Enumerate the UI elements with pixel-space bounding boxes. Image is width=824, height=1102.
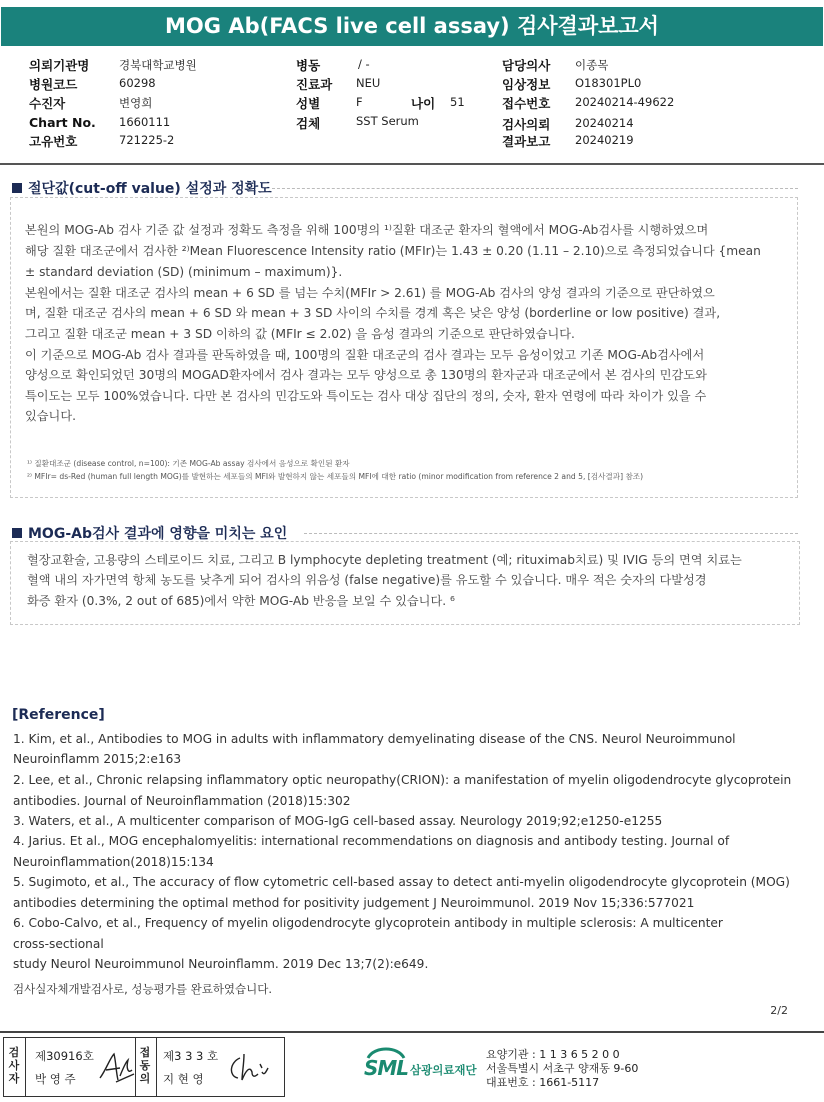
- reference-line: cross-sectional: [13, 937, 104, 951]
- tester-label-text: 검사자: [8, 1046, 20, 1085]
- sml-institution-code: 요양기관 : 1 1 3 6 5 2 0 0: [486, 1048, 620, 1061]
- approver-name: 지 현 영: [163, 1072, 204, 1086]
- value-receipt-no: 20240214-49622: [575, 95, 675, 109]
- label-sex: 성별: [296, 96, 321, 111]
- label-department: 진료과: [296, 77, 333, 92]
- section-bullet: [12, 183, 22, 193]
- tester-label: [7, 1046, 21, 1085]
- reference-line: Neuroinflamm 2015;2:e163: [13, 752, 182, 766]
- reference-line: antibodies determining the optimal method for positivity judgement J Neuroimmunol. 2019 Nov 15;336:577021: [13, 896, 695, 910]
- reference-line: 4. Jarius. Et al., MOG encephalomyelitis: international recommendations on diagnosis and antibody testing. Journal of: [13, 834, 730, 848]
- signature-divider: [156, 1038, 157, 1096]
- approver-label: [138, 1046, 152, 1085]
- report-title: MOG Ab(FACS live cell assay) 검사결과보고서: [1, 7, 823, 46]
- label-hospital-code: 병원코드: [29, 77, 78, 92]
- section1-line: 본원에서는 질환 대조군 검사의 mean + 6 SD 를 넘는 수치(MFIr > 2.61) 를 MOG-Ab 검사의 양성 결과의 기준으로 판단하였으: [25, 286, 715, 300]
- sml-org-name: 삼광의료재단: [410, 1063, 477, 1077]
- section2-heading: [12, 523, 287, 543]
- section1-title: 절단값(cut-off value) 설정과 정확도: [28, 181, 272, 197]
- section2-line: 화증 환자 (0.3%, 2 out of 685)에서 약한 MOG-Ab 반응을 보일 수 있습니다. ⁶: [27, 594, 455, 608]
- approver-label-text: 접동의: [139, 1046, 151, 1085]
- value-request-date: 20240214: [575, 116, 634, 130]
- section1-rule: [272, 188, 798, 189]
- value-sex: F: [356, 95, 363, 109]
- sml-address: 서울특별시 서초구 양재동 9-60: [486, 1062, 639, 1075]
- footnote-2: ²⁾ MFIr= ds-Red (human full length MOG)를 발현하는 세포들의 MFI와 발현하지 않는 세포들의 MFI에 대한 ratio (minor modification from reference 2 and 5, [검사결과] 참조): [27, 472, 644, 481]
- value-clinical-info: O18301PL0: [575, 76, 642, 90]
- label-chart-no: Chart No.: [29, 115, 96, 130]
- section1-line: 있습니다.: [25, 409, 76, 423]
- signature-divider: [135, 1038, 136, 1096]
- section2-line: 혈액 내의 자가면역 항체 농도를 낮추게 되어 검사의 위음성 (false negative)를 유도할 수 있습니다. 매우 적은 숫자의 다발성경: [27, 573, 707, 587]
- label-unique-no: 고유번호: [29, 134, 78, 149]
- value-hospital-code: 60298: [119, 76, 156, 90]
- page-number: 2/2: [770, 1004, 788, 1017]
- label-age: 나이: [411, 96, 436, 111]
- value-patient: 변영희: [119, 96, 153, 110]
- footer-divider: [0, 1031, 824, 1033]
- label-patient: 수진자: [29, 96, 66, 111]
- approver-license-no: 제3 3 3 호: [163, 1049, 219, 1063]
- tester-name: 박 영 주: [35, 1072, 76, 1086]
- section1-line: 이 기준으로 MOG-Ab 검사 결과를 판독하였을 때, 100명의 질환 대조군의 검사 결과는 모두 음성이었고 기존 MOG-Ab검사에서: [25, 348, 705, 362]
- reference-line: antibodies. Journal of Neuroinflammation (2018)15:302: [13, 794, 351, 808]
- label-specimen: 검체: [296, 116, 321, 131]
- section1-line: 며, 질환 대조군 검사의 mean + 6 SD 와 mean + 3 SD 사이의 수치를 경계 혹은 낮은 양성 (borderline or low positive) 결과,: [25, 306, 721, 320]
- value-chart-no: 1660111: [119, 115, 171, 129]
- reference-line: study Neurol Neuroimmunol Neuroinflamm. 2019 Dec 13;7(2):e649.: [13, 957, 429, 971]
- reference-line: Neuroinflammation(2018)15:134: [13, 855, 214, 869]
- value-doctor: 이종목: [575, 58, 609, 72]
- section1-line: ± standard deviation (SD) (minimum – maximum)}.: [25, 265, 343, 279]
- label-institution: 의뢰기관명: [29, 58, 90, 73]
- section-bullet: [12, 528, 22, 538]
- section2-line: 혈장교환술, 고용량의 스테로이드 치료, 그리고 B lymphocyte depleting treatment (예; rituximab치료) 및 IVIG 등의 면역 치료는: [27, 553, 742, 567]
- approver-signature-icon: [226, 1050, 270, 1086]
- section1-line: 해당 질환 대조군에서 검사한 ²⁾Mean Fluorescence Intensity ratio (MFIr)는 1.43 ± 0.20 (1.11 – 2.10)으로 측정되었습니다 {mean: [25, 244, 761, 258]
- performance-note: 검사실자체개발검사로, 성능평가를 완료하였습니다.: [13, 982, 273, 996]
- section1-line: 그리고 질환 대조군 mean + 3 SD 이하의 값 (MFIr ≤ 2.02) 을 음성 결과의 기준으로 판단하였습니다.: [25, 327, 575, 341]
- label-receipt-no: 접수번호: [502, 96, 551, 111]
- value-institution: 경북대학교병원: [119, 58, 197, 72]
- signature-divider: [25, 1038, 26, 1096]
- sml-phone: 대표번호 : 1661-5117: [486, 1076, 600, 1089]
- value-ward: / -: [358, 57, 370, 71]
- label-request-date: 검사의뢰: [502, 117, 551, 132]
- value-age: 51: [450, 95, 465, 109]
- tester-signature-icon: [96, 1050, 136, 1086]
- section1-line: 특이도는 모두 100%였습니다. 다만 본 검사의 민감도와 특이도는 검사 대상 집단의 정의, 숫자, 환자 연령에 따라 차이가 있을 수: [25, 389, 707, 403]
- section1-heading: [12, 178, 272, 198]
- reference-line: 1. Kim, et al., Antibodies to MOG in adults with inflammatory demyelinating disease of the CNS. Neurol Neuroimmunol: [13, 732, 736, 746]
- section1-line: 양성으로 확인되었던 30명의 MOGAD환자에서 검사 결과는 모두 양성으로 총 130명의 환자군과 대조군에서 본 검사의 민감도와: [25, 368, 707, 382]
- footnote-1: ¹⁾ 질환대조군 (disease control, n=100): 기존 MOG-Ab assay 검사에서 음성으로 확인된 환자: [27, 459, 350, 468]
- signature-box: [3, 1037, 285, 1097]
- label-ward: 병동: [296, 58, 321, 73]
- sml-logo-text: SML: [364, 1056, 409, 1080]
- reference-line: 6. Cobo-Calvo, et al., Frequency of myelin oligodendrocyte glycoprotein antibody in multiple sclerosis: A multicenter: [13, 916, 723, 930]
- reference-line: 2. Lee, et al., Chronic relapsing inflammatory optic neuropathy(CRION): a manifestation of myelin oligodendrocyte glycoprotein: [13, 773, 792, 787]
- section1-line: 본원의 MOG-Ab 검사 기준 값 설정과 정확도 측정을 위해 100명의 ¹⁾질환 대조군 환자의 혈액에서 MOG-Ab검사를 시행하였으며: [25, 223, 709, 237]
- section2-title: MOG-Ab검사 결과에 영향을 미치는 요인: [28, 526, 288, 542]
- label-report-date: 결과보고: [502, 134, 551, 149]
- tester-license-no: 제30916호: [35, 1049, 94, 1063]
- header-divider: [0, 163, 824, 165]
- label-clinical-info: 임상정보: [502, 77, 551, 92]
- section2-rule: [304, 533, 798, 534]
- reference-line: 3. Waters, et al., A multicenter comparison of MOG-IgG cell-based assay. Neurology 2019;92;e1250-e1255: [13, 814, 663, 828]
- value-unique-no: 721225-2: [119, 133, 175, 147]
- value-department: NEU: [356, 76, 381, 90]
- reference-title: [Reference]: [12, 707, 105, 723]
- value-report-date: 20240219: [575, 133, 634, 147]
- value-specimen: SST Serum: [356, 114, 419, 128]
- label-doctor: 담당의사: [502, 58, 551, 73]
- reference-line: 5. Sugimoto, et al., The accuracy of flow cytometric cell-based assay to detect anti-myelin oligodendrocyte glycoprotein (MOG): [13, 875, 790, 889]
